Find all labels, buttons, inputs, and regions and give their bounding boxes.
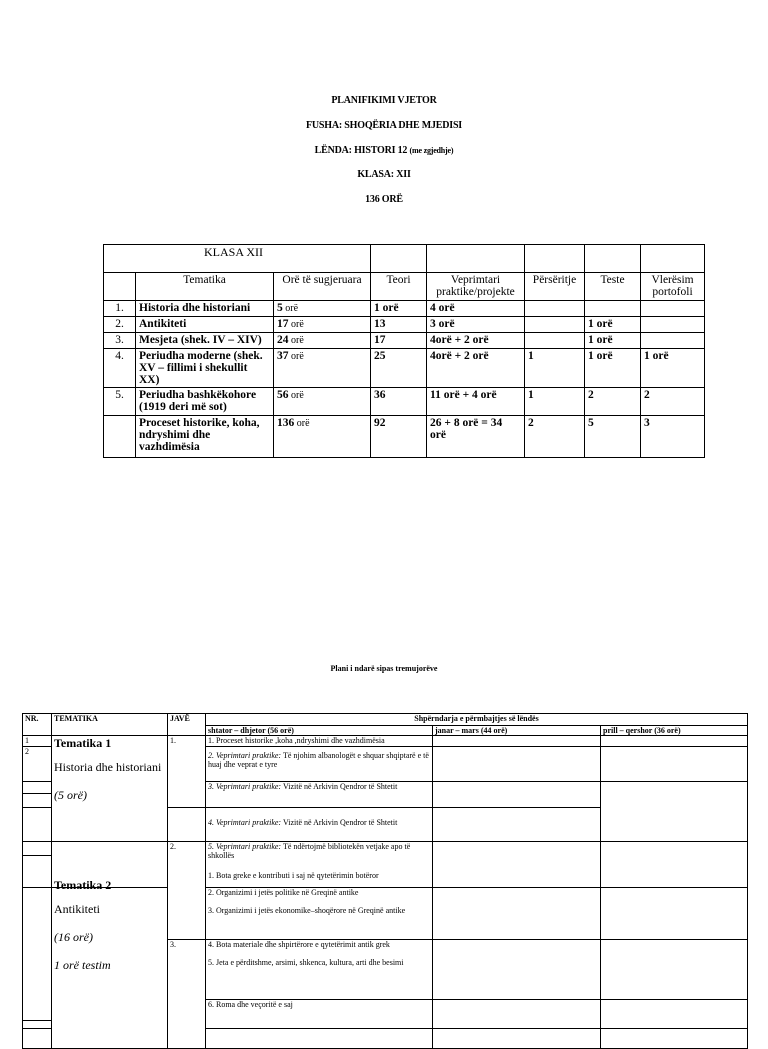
teori-cell: 1 orë xyxy=(371,301,427,317)
plan-table xyxy=(22,713,748,1049)
plan-row xyxy=(23,888,748,940)
tematika-2-name: Antikiteti xyxy=(54,902,100,916)
tematika-1-name: Historia dhe historiani xyxy=(54,760,162,774)
tematika-2-cell xyxy=(52,878,168,1049)
content-item: 3. Veprimtari praktike: Vizitë në Arkivin Qendror të Shtetit xyxy=(206,782,433,808)
tematika-2-title: Tematika 2 xyxy=(54,878,112,892)
lenda-note: (me zgjedhje) xyxy=(409,146,454,155)
klasa-line: KLASA: XII xyxy=(357,169,411,180)
row-number: 5. xyxy=(104,388,136,416)
content-item: 2. Organizimi i jetës politike në Greqinë antike 3. Organizimi i jetës ekonomike–shoqërore në Greqinë antike xyxy=(206,888,433,940)
summary-row xyxy=(104,416,705,458)
class-label: KLASA XII xyxy=(104,245,371,273)
teste-cell: 1 orë xyxy=(585,333,641,349)
col-header: Teste xyxy=(585,273,641,301)
plan-header-row xyxy=(23,714,748,726)
content-item: 5. Veprimtari praktike: Të ndërtojmë bibliotekën vetjake apo të shkollës 1. Bota greke e kontributi i saj në qytetërimin botëror xyxy=(206,842,433,888)
summary-row xyxy=(104,349,705,388)
ore-line: 136 ORË xyxy=(365,194,403,205)
hours-cell: 37 orë xyxy=(274,349,371,388)
content-item: 1. Proceset historike ,koha ,ndryshimi dhe vazhdimësia xyxy=(206,736,433,747)
perseritje-cell: 1 xyxy=(525,349,585,388)
tematika-cell: Mesjeta (shek. IV – XIV) xyxy=(136,333,274,349)
row-number: 1 xyxy=(23,736,52,747)
portofoli-cell: 2 xyxy=(641,388,705,416)
teste-cell xyxy=(585,301,641,317)
content-item: 2. Veprimtari praktike: Të njohim albanologët e shquar shqiptarë e të huaj dhe veprat e tyre xyxy=(206,747,433,782)
col-header: Vlerësim portofoli xyxy=(641,273,705,301)
tematika-1-hours: (5 orë) xyxy=(54,788,87,802)
perseritje-cell: 2 xyxy=(525,416,585,458)
perseritje-cell: 1 xyxy=(525,388,585,416)
row-number xyxy=(104,416,136,458)
row-number: 2 xyxy=(23,747,52,782)
teori-cell: 25 xyxy=(371,349,427,388)
portofoli-cell xyxy=(641,301,705,317)
col-nr: NR. xyxy=(23,714,52,736)
veprimtari-cell: 3 orë xyxy=(427,317,525,333)
perseritje-cell xyxy=(525,301,585,317)
veprimtari-cell: 4orë + 2 orë xyxy=(427,349,525,388)
teste-cell: 1 orë xyxy=(585,317,641,333)
content-item: 4. Bota materiale dhe shpirtërore e qytetërimit antik grek 5. Jeta e përditshme, arsimi, shkenca, kultura, arti dhe besimi xyxy=(206,940,433,1000)
tematika-cell: Proceset historike, koha, ndryshimi dhe vazhdimësia xyxy=(136,416,274,458)
teori-cell: 92 xyxy=(371,416,427,458)
col-header: Veprimtari praktike/projekte xyxy=(427,273,525,301)
col-tematika: TEMATIKA xyxy=(52,714,168,736)
plan-row xyxy=(23,736,748,747)
perseritje-cell xyxy=(525,333,585,349)
lenda-main: LËNDA: HISTORI 12 xyxy=(314,145,408,156)
lenda-line xyxy=(0,145,768,156)
hours-cell: 56 orë xyxy=(274,388,371,416)
teori-cell: 13 xyxy=(371,317,427,333)
hours-cell: 5 orë xyxy=(274,301,371,317)
row-number: 2. xyxy=(104,317,136,333)
tematika-2-hours: (16 orë) xyxy=(54,930,93,944)
term-3: prill – qershor (36 orë) xyxy=(601,726,748,736)
hours-cell: 24 orë xyxy=(274,333,371,349)
row-number: 4. xyxy=(104,349,136,388)
content-item: 4. Veprimtari praktike: Vizitë në Arkivin Qendror të Shtetit xyxy=(206,808,433,842)
summary-class-row xyxy=(104,245,705,273)
hours-cell: 17 orë xyxy=(274,317,371,333)
week-1: 1. xyxy=(168,736,206,808)
doc-title: PLANIFIKIMI VJETOR xyxy=(331,95,437,106)
tematika-cell: Periudha bashkëkohore (1919 deri më sot) xyxy=(136,388,274,416)
hours-cell: 136 orë xyxy=(274,416,371,458)
term-1: shtator – dhjetor (56 orë) xyxy=(206,726,433,736)
summary-table xyxy=(103,244,705,458)
row-number: 3. xyxy=(104,333,136,349)
col-shperndarja: Shpërndarja e përmbajtjes së lëndës xyxy=(206,714,748,726)
teste-cell: 1 orë xyxy=(585,349,641,388)
col-header: Përsëritje xyxy=(525,273,585,301)
tematika-cell: Antikiteti xyxy=(136,317,274,333)
plan-row xyxy=(23,842,748,856)
summary-row xyxy=(104,317,705,333)
content-item: 6. Roma dhe veçoritë e saj xyxy=(206,1000,433,1029)
week-3: 3. xyxy=(168,940,206,1049)
summary-body xyxy=(104,301,705,458)
perseritje-cell xyxy=(525,317,585,333)
veprimtari-cell: 11 orë + 4 orë xyxy=(427,388,525,416)
term-2: janar – mars (44 orë) xyxy=(433,726,601,736)
summary-row xyxy=(104,333,705,349)
tematika-cell: Periudha moderne (shek. XV – fillimi i shekullit XX) xyxy=(136,349,274,388)
portofoli-cell xyxy=(641,317,705,333)
col-header: Orë të sugjeruara xyxy=(274,273,371,301)
veprimtari-cell: 4 orë xyxy=(427,301,525,317)
portofoli-cell: 3 xyxy=(641,416,705,458)
summary-row xyxy=(104,388,705,416)
portofoli-cell xyxy=(641,333,705,349)
tematika-cell: Historia dhe historiani xyxy=(136,301,274,317)
week-2: 2. xyxy=(168,842,206,940)
plan-title: Plani i ndarë sipas tremujorëve xyxy=(330,664,438,673)
row-number: 1. xyxy=(104,301,136,317)
portofoli-cell: 1 orë xyxy=(641,349,705,388)
col-header: Tematika xyxy=(136,273,274,301)
tematika-2-test: 1 orë testim xyxy=(54,958,111,972)
tematika-1-title: Tematika 1 xyxy=(54,736,112,750)
col-jave: JAVË xyxy=(168,714,206,736)
teste-cell: 5 xyxy=(585,416,641,458)
summary-row xyxy=(104,301,705,317)
col-header: Teori xyxy=(371,273,427,301)
veprimtari-cell: 4orë + 2 orë xyxy=(427,333,525,349)
teori-cell: 36 xyxy=(371,388,427,416)
teste-cell: 2 xyxy=(585,388,641,416)
teori-cell: 17 xyxy=(371,333,427,349)
fusha-line: FUSHA: SHOQËRIA DHE MJEDISI xyxy=(305,120,463,131)
veprimtari-cell: 26 + 8 orë = 34 orë xyxy=(427,416,525,458)
summary-header-row xyxy=(104,273,705,301)
tematika-1-cell xyxy=(52,736,168,842)
